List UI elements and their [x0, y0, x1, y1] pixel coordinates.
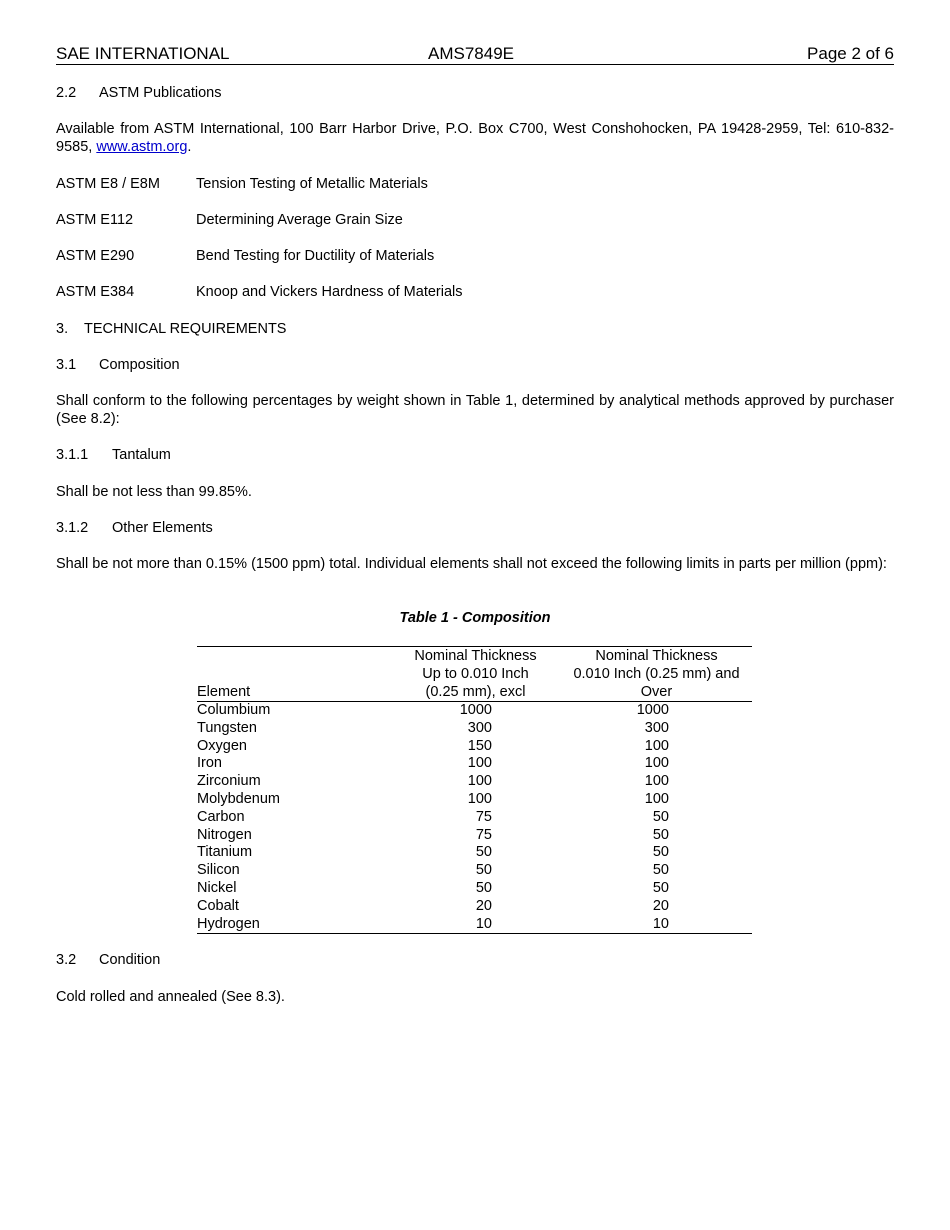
table-row: [197, 755, 752, 773]
reference-row: [56, 175, 894, 193]
table-row: [197, 862, 752, 880]
cell-thick-limit: 20: [652, 897, 669, 914]
other-elements-paragraph: Shall be not more than 0.15% (1500 ppm) total. Individual elements shall not exceed the following limits in parts per million (ppm):: [56, 556, 887, 572]
cell-thin-limit: 20: [475, 897, 492, 914]
cell-thick-limit: 100: [644, 790, 669, 807]
table-row: [197, 844, 752, 862]
reference-code: ASTM E290: [56, 248, 135, 264]
cell-element: Nitrogen: [197, 826, 252, 843]
cell-thin-limit: 300: [467, 719, 492, 736]
cell-thick-limit: 1000: [636, 702, 669, 718]
reference-code: ASTM E8 / E8M: [56, 176, 160, 192]
column-header-element: Element: [197, 647, 390, 702]
table-row: [197, 898, 752, 916]
section-title: Tantalum: [112, 447, 171, 463]
page-header: [56, 44, 894, 65]
section-2-2-heading: [56, 84, 222, 102]
availability-period: .: [187, 139, 192, 155]
table-row: [197, 791, 752, 809]
header-org: SAE INTERNATIONAL: [56, 44, 230, 63]
condition-paragraph: Cold rolled and annealed (See 8.3).: [56, 989, 285, 1005]
cell-element: Carbon: [197, 808, 245, 825]
cell-thick-limit: 10: [561, 916, 752, 934]
composition-paragraph: Shall conform to the following percentages by weight shown in Table 1, determined by analytical methods approved by purchaser (See 8.2):: [56, 393, 894, 427]
cell-thin-limit: 50: [475, 879, 492, 896]
cell-thin-limit: 75: [475, 808, 492, 825]
cell-thick-limit: 50: [652, 862, 669, 879]
reference-row: [56, 247, 894, 265]
table-header-row: [197, 647, 752, 702]
header-page-number: Page 2 of 6: [807, 44, 894, 63]
section-title: ASTM Publications: [99, 85, 222, 101]
cell-thin-limit: 100: [467, 755, 492, 772]
section-number: 3.1.2: [56, 520, 89, 536]
section-title: Composition: [99, 357, 180, 373]
reference-title: Knoop and Vickers Hardness of Materials: [196, 284, 463, 300]
section-number: 3.1: [56, 357, 77, 373]
section-title: Condition: [99, 952, 161, 968]
cell-element: Nickel: [197, 879, 237, 896]
cell-element: Tungsten: [197, 719, 257, 736]
header-line: Over: [640, 684, 673, 700]
reference-title: Determining Average Grain Size: [196, 212, 403, 228]
cell-thin-limit: 50: [475, 862, 492, 879]
table-row: [197, 827, 752, 845]
table-row: [197, 702, 752, 720]
cell-element: Cobalt: [197, 897, 239, 914]
cell-element: Iron: [197, 755, 222, 772]
header-doc-id: AMS7849E: [428, 44, 514, 63]
table-row: [197, 738, 752, 756]
cell-thick-limit: 100: [644, 755, 669, 772]
cell-thick-limit: 50: [652, 826, 669, 843]
table-row: [197, 773, 752, 791]
cell-thin-limit: 100: [467, 773, 492, 790]
table-row: [197, 720, 752, 738]
cell-element: Oxygen: [197, 737, 247, 754]
cell-element: Molybdenum: [197, 790, 281, 807]
cell-thick-limit: 50: [652, 879, 669, 896]
section-3-1-2-heading: [56, 519, 213, 537]
header-line: 0.010 Inch (0.25 mm) and: [573, 666, 740, 682]
cell-thin-limit: 50: [475, 844, 492, 861]
section-number: 3.1.1: [56, 447, 89, 463]
column-header-thin: [390, 647, 561, 702]
astm-availability-paragraph: [56, 120, 894, 156]
table-row: [197, 916, 752, 934]
cell-element: Silicon: [197, 862, 240, 879]
column-header-thick: [561, 647, 752, 702]
table-row: [197, 880, 752, 898]
section-title: TECHNICAL REQUIREMENTS: [84, 321, 287, 337]
astm-website-link[interactable]: www.astm.org: [96, 139, 188, 155]
cell-element: Titanium: [197, 844, 253, 861]
section-number: 3.: [56, 321, 69, 337]
reference-code: ASTM E112: [56, 212, 134, 228]
reference-title: Bend Testing for Ductility of Materials: [196, 248, 435, 264]
reference-code: ASTM E384: [56, 284, 135, 300]
section-3-1-1-heading: [56, 446, 171, 464]
cell-thick-limit: 50: [652, 808, 669, 825]
cell-element: Zirconium: [197, 773, 261, 790]
section-3-2-heading: [56, 951, 160, 969]
cell-thick-limit: 50: [652, 844, 669, 861]
composition-table: [197, 646, 752, 934]
tantalum-paragraph: Shall be not less than 99.85%.: [56, 484, 252, 500]
section-number: 2.2: [56, 85, 77, 101]
reference-title: Tension Testing of Metallic Materials: [196, 176, 428, 192]
reference-row: [56, 211, 894, 229]
cell-thin-limit: 150: [467, 737, 492, 754]
cell-thin-limit: 1000: [459, 702, 492, 718]
cell-thin-limit: 10: [390, 916, 561, 934]
header-line: Nominal Thickness: [414, 648, 537, 664]
cell-thick-limit: 100: [644, 773, 669, 790]
table-caption: Table 1 - Composition: [399, 610, 551, 626]
header-line: Up to 0.010 Inch: [422, 666, 529, 682]
table-row: [197, 809, 752, 827]
section-3-1-heading: [56, 356, 180, 374]
cell-thin-limit: 100: [467, 790, 492, 807]
cell-element: Columbium: [197, 702, 271, 718]
cell-element: Hydrogen: [197, 916, 390, 934]
cell-thick-limit: 300: [644, 719, 669, 736]
header-line: Nominal Thickness: [595, 648, 718, 664]
availability-text: Available from ASTM International, 100 Barr Harbor Drive, P.O. Box C700, West Conshohocken, PA 19428-2959, Tel: 610-832-9585,: [56, 121, 894, 155]
header-line: (0.25 mm), excl: [425, 684, 526, 700]
section-title: Other Elements: [112, 520, 213, 536]
cell-thin-limit: 75: [475, 826, 492, 843]
section-number: 3.2: [56, 952, 77, 968]
cell-thick-limit: 100: [644, 737, 669, 754]
reference-row: [56, 283, 894, 301]
section-3-heading: [56, 320, 286, 338]
